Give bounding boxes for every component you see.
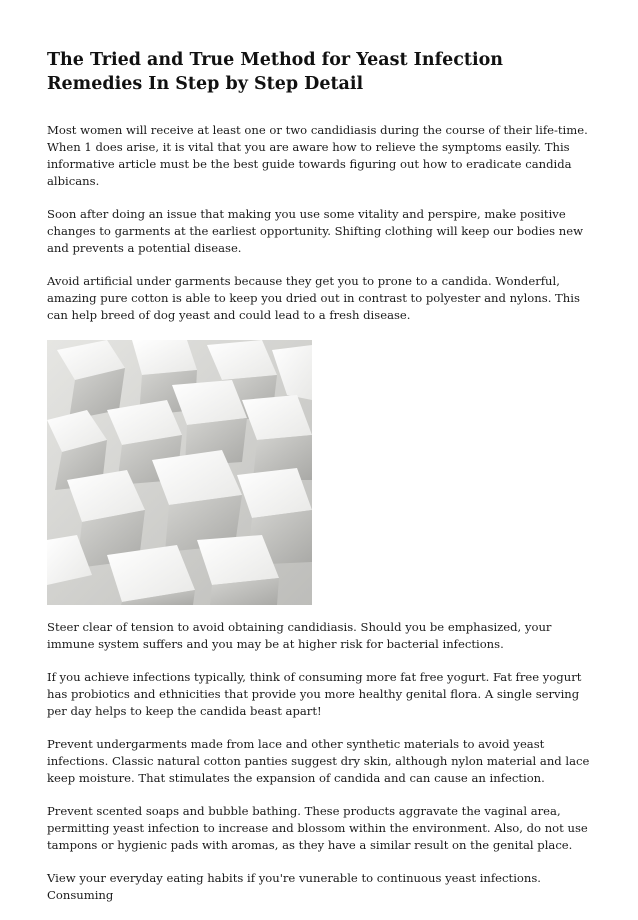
paragraph: If you achieve infections typically, think of consuming more fat free yogurt. Fat free yogurt has probiotics and ethnicities that provide you more healthy genital flora. A single serving per day helps to keep the candida beast apart! xyxy=(47,670,582,718)
sugar-cubes-photo xyxy=(47,340,312,605)
paragraph: Avoid artificial under garments because they get you to prone to a candida. Wonderful, amazing pure cotton is able to keep you dried out in contrast to polyester and nylons. This can help breed of dog yeast and could lead to a fresh disease. xyxy=(47,274,580,322)
paragraph: Steer clear of tension to avoid obtaining candidiasis. Should you be emphasized, your immune system suffers and you may be at higher risk for bacterial infections. xyxy=(47,620,552,651)
paragraph: View your everyday eating habits if you're vunerable to continuous yeast infections. Consuming xyxy=(47,871,541,902)
paragraph: Soon after doing an issue that making you use some vitality and perspire, make positive changes to garments at the earliest opportunity. Shifting clothing will keep our bodies new and prevents a potential disease. xyxy=(47,207,584,255)
document-page xyxy=(47,48,595,920)
page-title: The Tried and True Method for Yeast Infection Remedies In Step by Step Detail xyxy=(47,50,504,94)
paragraph: Prevent scented soaps and bubble bathing. These products aggravate the vaginal area, permitting yeast infection to increase and blossom within the environment. Also, do not use tampons or hygienic pads with aromas, as they have a similar result on the genital place. xyxy=(47,804,588,852)
paragraph: Prevent undergarments made from lace and other synthetic materials to avoid yeast infections. Classic natural cotton panties suggest dry skin, although nylon material and lace keep moisture. That stimulates the expansion of candida and can cause an infection. xyxy=(47,737,590,785)
paragraph: Most women will receive at least one or two candidiasis during the course of their life-time. When 1 does arise, it is vital that you are aware how to relieve the symptoms easily. This informative article must be the best guide towards figuring out how to eradicate candida albicans. xyxy=(47,123,588,188)
